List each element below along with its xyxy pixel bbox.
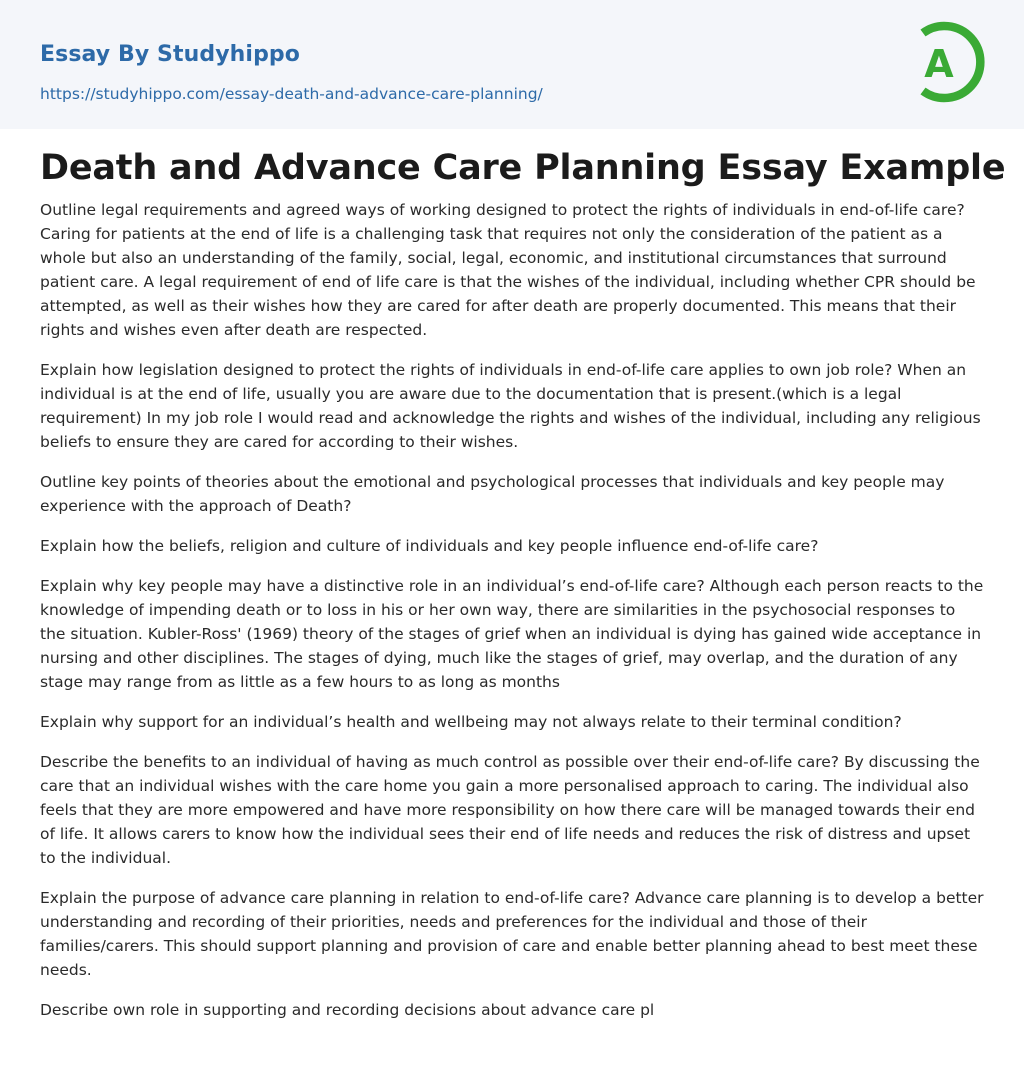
logo-letter: A: [924, 42, 954, 86]
essay-paragraph: Outline key points of theories about the emotional and psychological processes that individuals and key people may experience with the approach of Death?: [40, 473, 945, 515]
essay-paragraph: Describe the benefits to an individual of having as much control as possible over their end-of-life care? By discussing the care that an individual wishes with the care home you gain a more personalised approach to caring. The individual also feels that they are more empowered and have more responsibility on how there care will be managed towards their end of life. It allows carers to know how the individual sees their end of life needs and reduces the risk of distress and upset to the individual.: [40, 753, 980, 867]
essay-paragraph: Describe own role in supporting and recording decisions about advance care pl: [40, 1001, 655, 1019]
essay-paragraph: Outline legal requirements and agreed ways of working designed to protect the rights of individuals in end-of-life care? Caring for patients at the end of life is a challenging task that requires not only the consideration of the patient as a whole but also an understanding of the family, social, legal, economic, and institutional circumstances that surround patient care. A legal requirement of end of life care is that the wishes of the individual, including whether CPR should be attempted, as well as their wishes how they are cared for after death are properly documented. This means that their rights and wishes even after death are respected.: [40, 201, 976, 339]
page-title: Death and Advance Care Planning Essay Example: [40, 148, 1006, 188]
page-url-link[interactable]: https://studyhippo.com/essay-death-and-advance-care-planning/: [40, 85, 543, 103]
essay-paragraph: Explain how legislation designed to protect the rights of individuals in end-of-life care applies to own job role? When an individual is at the end of life, usually you are aware due to the documentation that is present.(which is a legal requirement) In my job role I would read and acknowledge the rights and wishes of the individual, including any religious beliefs to ensure they are cared for according to their wishes.: [40, 361, 981, 451]
studyhippo-logo-icon[interactable]: [913, 20, 985, 104]
essay-paragraph: Explain how the beliefs, religion and culture of individuals and key people influence end-of-life care?: [40, 537, 819, 555]
site-header: [0, 0, 1024, 129]
essay-article: [40, 143, 1006, 1038]
essay-paragraph: Explain why key people may have a distinctive role in an individual’s end-of-life care? Although each person reacts to the knowledge of impending death or to loss in his or her own way, there are similarities in the psychosocial responses to the situation. Kubler-Ross' (1969) theory of the stages of grief when an individual is dying has gained wide acceptance in nursing and other disciplines. The stages of dying, much like the stages of grief, may overlap, and the duration of any stage may range from as little as a few hours to as long as months: [40, 577, 984, 691]
essay-paragraph: Explain why support for an individual’s health and wellbeing may not always relate to their terminal condition?: [40, 713, 902, 731]
essay-paragraph: Explain the purpose of advance care planning in relation to end-of-life care? Advance care planning is to develop a better understanding and recording of their priorities, needs and preferences for the individual and those of their families/carers. This should support planning and provision of care and enable better planning ahead to best meet these needs.: [40, 889, 984, 979]
site-brand[interactable]: Essay By Studyhippo: [40, 42, 300, 67]
